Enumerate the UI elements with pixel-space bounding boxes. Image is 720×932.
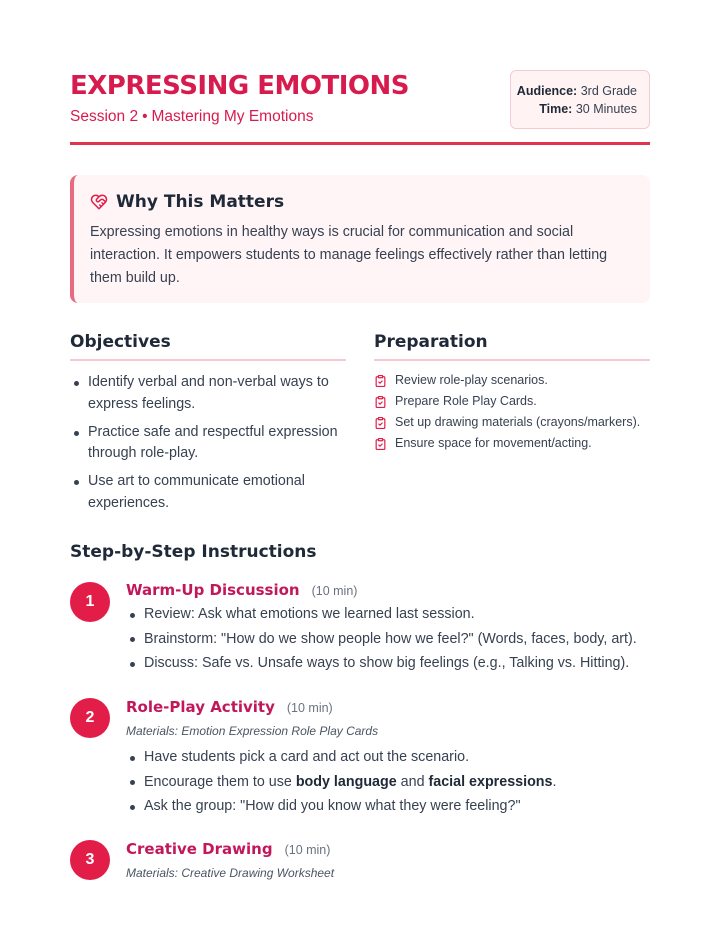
page-title: EXPRESSING EMOTIONS xyxy=(70,71,409,101)
audience-value: 3rd Grade xyxy=(580,84,637,98)
step-materials: Materials: Emotion Expression Role Play Cards xyxy=(126,724,379,738)
audience-label: Audience: xyxy=(516,84,578,98)
step-duration: (10 min) xyxy=(284,843,331,857)
session-name: Mastering My Emotions xyxy=(151,108,314,125)
lesson-header xyxy=(70,70,650,146)
list-item xyxy=(126,770,650,795)
why-heading xyxy=(90,189,632,215)
objectives-heading: Objectives xyxy=(70,332,171,352)
step-content xyxy=(126,698,650,819)
prep-item-text: Set up drawing materials (crayons/markers). xyxy=(395,415,641,429)
item-text: Encourage them to use xyxy=(144,773,296,790)
lesson-meta-box xyxy=(510,70,650,129)
time-row xyxy=(511,100,637,118)
step-number-badge: 3 xyxy=(70,840,110,880)
list-item: Discuss: Safe vs. Unsafe ways to show big feelings (e.g., Talking vs. Hitting). xyxy=(126,651,650,676)
step-content xyxy=(126,840,650,882)
step-number-badge: 2 xyxy=(70,698,110,738)
why-title: Why This Matters xyxy=(116,192,285,212)
step-title-row xyxy=(126,840,650,864)
list-item xyxy=(374,370,650,391)
time-value: 30 Minutes xyxy=(575,102,637,116)
list-item: Review: Ask what emotions we learned last session. xyxy=(126,602,650,627)
emphasis-facial-expressions: facial expressions xyxy=(428,773,553,790)
preparation-heading: Preparation xyxy=(374,332,488,352)
instructions-heading: Step-by-Step Instructions xyxy=(70,542,317,562)
list-item: Have students pick a card and act out the scenario. xyxy=(126,745,650,770)
item-text: . xyxy=(552,773,557,790)
preparation-divider xyxy=(374,359,650,361)
step-content xyxy=(126,581,650,676)
step-items xyxy=(126,602,650,676)
list-item: Brainstorm: "How do we show people how we feel?" (Words, faces, body, art). xyxy=(126,627,650,652)
item-text: and xyxy=(396,773,429,790)
list-item: Practice safe and respectful expression through role-play. xyxy=(70,422,346,465)
objectives-list xyxy=(70,372,346,521)
prep-item-text: Prepare Role Play Cards. xyxy=(395,394,537,408)
list-item xyxy=(374,433,650,454)
list-item: Ask the group: "How did you know what they were feeling?" xyxy=(126,794,650,819)
list-item xyxy=(374,391,650,412)
objectives-divider xyxy=(70,359,346,361)
clipboard-check-icon xyxy=(374,395,387,409)
step-items xyxy=(126,745,650,819)
list-item: Identify verbal and non-verbal ways to express feelings. xyxy=(70,372,346,415)
time-label: Time: xyxy=(539,102,573,116)
why-text: Expressing emotions in healthy ways is crucial for communication and social interaction. It empowers students to manage feelings effectively rather than letting them build up. xyxy=(90,224,608,286)
step-title: Warm-Up Discussion xyxy=(126,581,300,599)
heart-handshake-icon xyxy=(90,193,108,211)
emphasis-body-language: body language xyxy=(295,773,397,790)
prep-item-text: Review role-play scenarios. xyxy=(395,373,548,387)
header-divider xyxy=(70,142,650,145)
session-number: Session 2 xyxy=(70,108,139,125)
step-title: Role-Play Activity xyxy=(126,698,275,716)
list-item: Use art to communicate emotional experiences. xyxy=(70,471,346,514)
audience-row xyxy=(511,82,637,100)
subtitle-separator: • xyxy=(142,108,148,125)
prep-item-text: Ensure space for movement/acting. xyxy=(395,436,592,450)
step-duration: (10 min) xyxy=(311,584,358,598)
step-title-row xyxy=(126,698,650,722)
clipboard-check-icon xyxy=(374,416,387,430)
list-item xyxy=(374,412,650,433)
clipboard-check-icon xyxy=(374,437,387,451)
clipboard-check-icon xyxy=(374,374,387,388)
step-number-badge: 1 xyxy=(70,582,110,622)
step-materials: Materials: Creative Drawing Worksheet xyxy=(126,866,335,880)
step-duration: (10 min) xyxy=(286,701,333,715)
why-this-matters-box xyxy=(70,175,650,303)
step-title: Creative Drawing xyxy=(126,840,273,858)
preparation-list xyxy=(374,370,650,454)
